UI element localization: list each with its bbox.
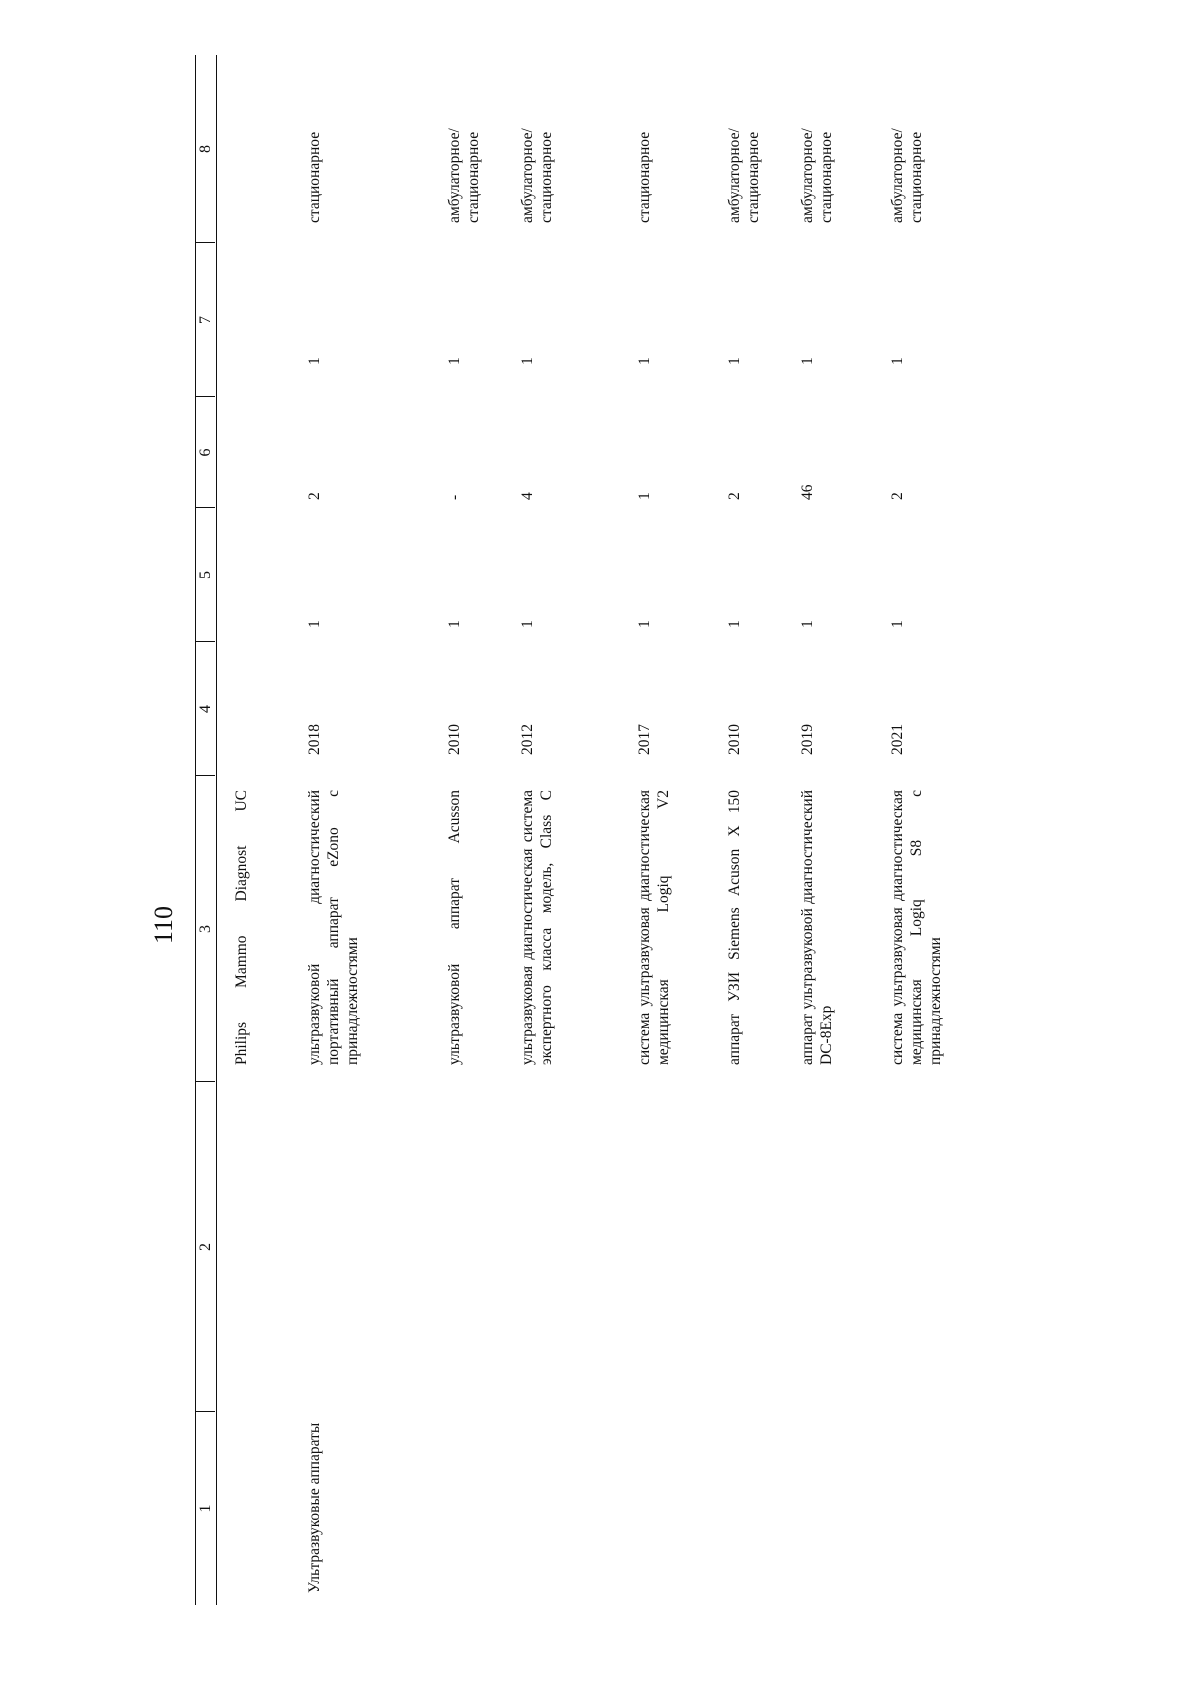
header-bottom-border <box>216 55 217 1605</box>
col7-cell: 1 <box>799 357 816 365</box>
qty-cell: 1 <box>636 620 653 628</box>
equipment-name: ультразвуковая диагностическая система экспертного класса модель, Class C <box>519 790 555 1065</box>
col7-cell: 1 <box>726 357 743 365</box>
type-cell: стационарное <box>636 131 653 223</box>
column-header-8: 8 <box>197 145 214 153</box>
equipment-name: Philips Mammo Diagnost UC <box>233 790 250 1065</box>
equipment-name: аппарат ультразвуковой диагностический DC-8Exp <box>799 790 835 1065</box>
equipment-name: система ультразвуковая диагностическая медицинская Logiq V2 <box>636 790 672 1065</box>
type-cell: амбулаторное/ стационарное <box>446 128 482 223</box>
page-number: 110 <box>149 905 179 945</box>
column-header-6: 6 <box>197 448 214 457</box>
year-cell: 2010 <box>726 724 743 755</box>
col7-cell: 1 <box>519 357 536 365</box>
qty-cell: 1 <box>799 620 816 628</box>
col6-cell: - <box>446 494 463 500</box>
qty-cell: 1 <box>446 620 463 628</box>
type-cell: амбулаторное/ стационарное <box>889 128 925 223</box>
type-cell: стационарное <box>306 131 323 223</box>
category-cell: Ультразвуковые аппараты <box>306 1422 323 1593</box>
qty-cell: 1 <box>519 620 536 628</box>
type-cell: амбулаторное/ стационарное <box>726 128 762 223</box>
col6-cell: 2 <box>889 492 906 500</box>
column-header-1: 1 <box>197 1504 214 1513</box>
type-cell: амбулаторное/ стационарное <box>519 128 555 223</box>
column-header-2: 2 <box>197 1243 214 1251</box>
type-cell: амбулаторное/ стационарное <box>799 128 835 223</box>
year-cell: 2021 <box>889 724 906 755</box>
col6-cell: 2 <box>306 492 323 500</box>
year-cell: 2012 <box>519 724 536 755</box>
column-header-3: 3 <box>197 925 214 933</box>
year-cell: 2010 <box>446 724 463 755</box>
equipment-name: ультразвуковой диагностический портативный аппарат eZono с принадлежностями <box>306 790 361 1065</box>
rotated-table <box>195 5 1195 1605</box>
year-cell: 2018 <box>306 724 323 755</box>
col6-cell: 4 <box>519 492 536 500</box>
col6-cell: 1 <box>636 492 653 500</box>
col6-cell: 2 <box>726 492 743 500</box>
equipment-name: система ультразвуковая диагностическая медицинская Logiq S8 с принадлежностями <box>889 790 944 1065</box>
equipment-name: аппарат УЗИ Siemens Acuson X 150 <box>726 790 743 1065</box>
qty-cell: 1 <box>726 620 743 628</box>
year-cell: 2017 <box>636 724 653 755</box>
col7-cell: 1 <box>889 357 906 365</box>
col7-cell: 1 <box>636 357 653 365</box>
qty-cell: 1 <box>889 620 906 628</box>
qty-cell: 1 <box>306 620 323 628</box>
col7-cell: 1 <box>446 357 463 365</box>
col7-cell: 1 <box>306 357 323 365</box>
year-cell: 2019 <box>799 724 816 755</box>
column-header-7: 7 <box>197 316 214 324</box>
equipment-name: ультразвуковой аппарат Acusson <box>446 790 463 1065</box>
col6-cell: 46 <box>799 484 816 500</box>
column-header-5: 5 <box>197 571 214 579</box>
column-header-4: 4 <box>197 705 214 713</box>
